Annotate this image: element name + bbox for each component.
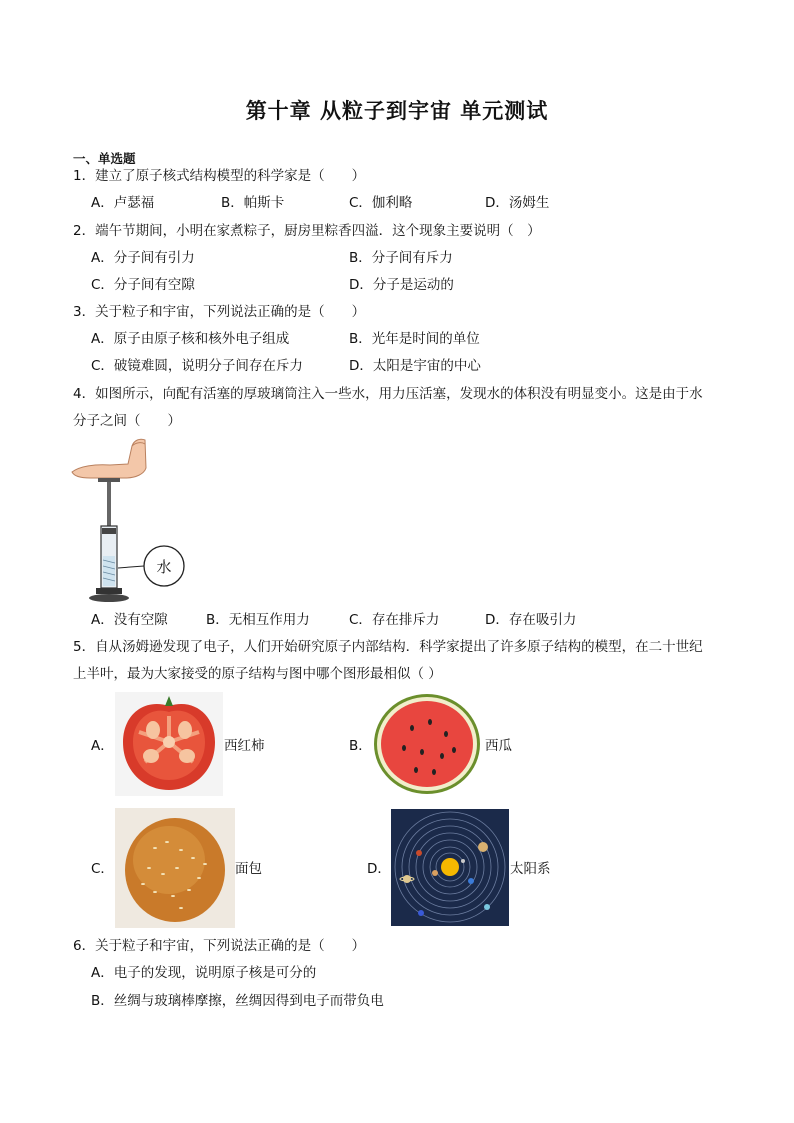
q1-option-b: B．帕斯卡 [221,195,285,211]
tomato-image [115,692,223,796]
question-4-stem-line2: 分子之间（ ） [73,413,181,429]
q5-option-c-caption: 面包 [235,861,262,877]
question-5-stem-line2: 上半叶，最为大家接受的原子结构与图中哪个图形最相似（ ） [73,666,442,682]
q3-option-a: A．原子由原子核和核外电子组成 [91,331,290,347]
question-2-stem: 2．端午节期间，小明在家煮粽子，厨房里粽香四溢．这个现象主要说明（ ） [73,223,541,239]
q5-option-c-letter: C． [91,861,114,877]
question-6-stem: 6．关于粒子和宇宙，下列说法正确的是（ ） [73,938,366,954]
q1-option-c: C．伽利略 [349,195,413,211]
question-4-stem-line1: 4．如图所示，向配有活塞的厚玻璃筒注入一些水，用力压活塞，发现水的体积没有明显变小。这是由于水 [73,386,703,402]
q5-option-b-caption: 西瓜 [485,738,512,754]
q4-option-a: A．没有空隙 [91,612,168,628]
q2-option-a: A．分子间有引力 [91,250,195,266]
q1-option-d: D．汤姆生 [485,195,550,211]
q6-option-b: B．丝绸与玻璃棒摩擦，丝绸因得到电子而带负电 [91,993,384,1009]
q5-option-a-caption: 西红柿 [224,738,265,754]
q4-option-b: B．无相互作用力 [206,612,310,628]
q2-option-b: B．分子间有斥力 [349,250,453,266]
q4-option-c: C．存在排斥力 [349,612,440,628]
q5-option-d-letter: D． [367,861,391,877]
q4-option-d: D．存在吸引力 [485,612,577,628]
q5-option-b-letter: B． [349,738,372,754]
page-title: 第十章 从粒子到宇宙 单元测试 [245,98,549,123]
water-label: 水 [156,558,172,576]
q1-option-a: A．卢瑟福 [91,195,155,211]
solar-system-image [391,809,509,926]
piston-cylinder-figure [70,438,186,606]
bread-image [115,808,235,928]
q5-option-d-caption: 太阳系 [510,861,551,877]
q5-option-a-letter: A． [91,738,114,754]
question-5-stem-line1: 5．自从汤姆逊发现了电子，人们开始研究原子内部结构．科学家提出了许多原子结构的模型，在二十世纪 [73,639,703,655]
q3-option-b: B．光年是时间的单位 [349,331,480,347]
q2-option-c: C．分子间有空隙 [91,277,195,293]
q2-option-d: D．分子是运动的 [349,277,454,293]
question-3-stem: 3．关于粒子和宇宙，下列说法正确的是（ ） [73,304,366,320]
watermelon-image [372,692,482,796]
section-heading: 一、单选题 [73,151,136,166]
question-1-stem: 1．建立了原子核式结构模型的科学家是（ ） [73,168,366,184]
q3-option-c: C．破镜难圆，说明分子间存在斥力 [91,358,303,374]
q3-option-d: D．太阳是宇宙的中心 [349,358,481,374]
q6-option-a: A．电子的发现，说明原子核是可分的 [91,965,317,981]
